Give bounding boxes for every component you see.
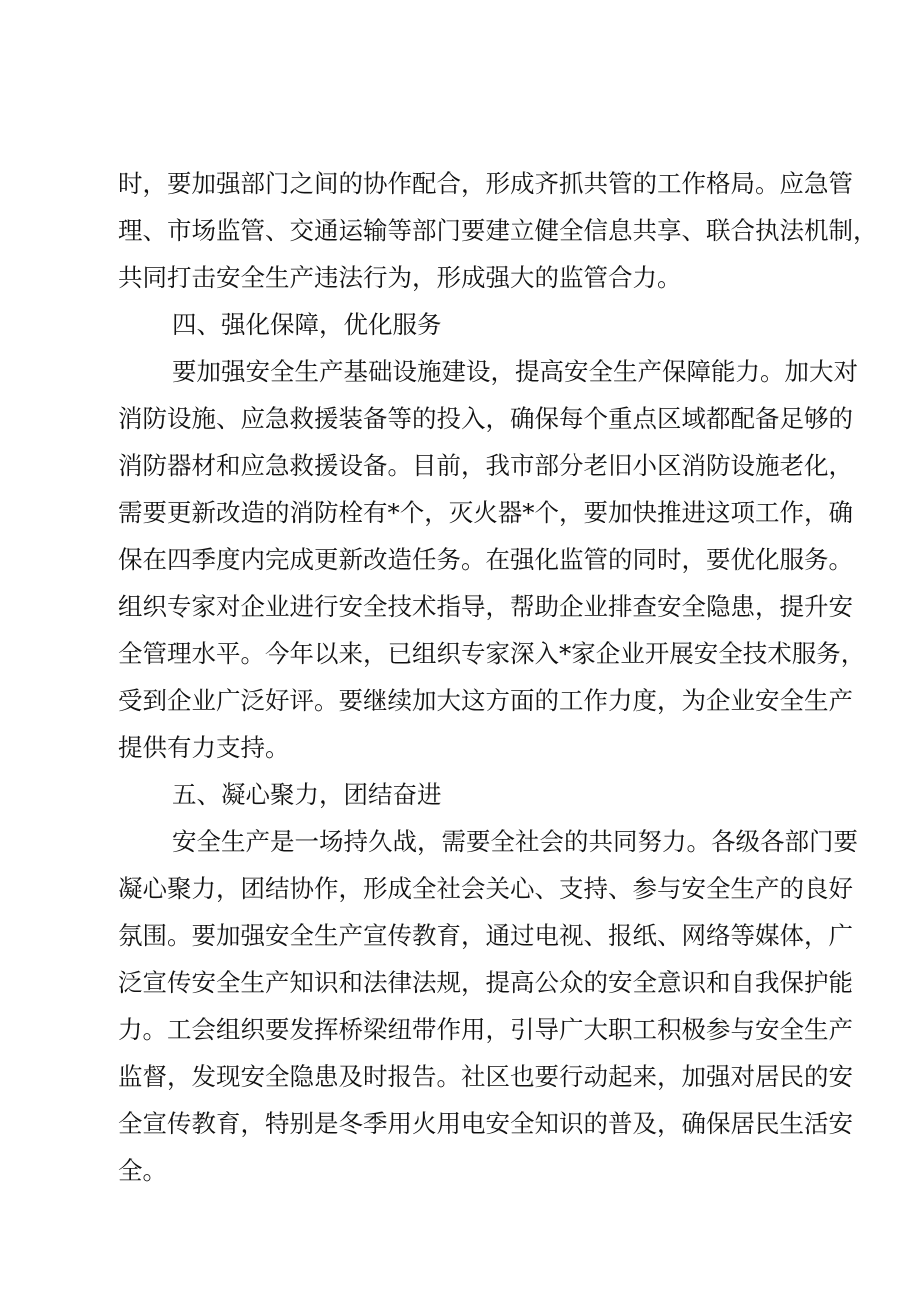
paragraph-continuation bbox=[118, 160, 878, 301]
section-heading-5: 五、凝心聚力，团结奋进 bbox=[172, 780, 442, 809]
text-line: 要加强安全生产基础设施建设，提高安全生产保障能力。加大对 bbox=[172, 357, 858, 386]
paragraph-unity bbox=[118, 818, 858, 1194]
text-line: 凝心聚力，团结协作，形成全社会关心、支持、参与安全生产的良好 bbox=[118, 874, 853, 903]
text-line: 理、市场监管、交通运输等部门要建立健全信息共享、联合执法机制， bbox=[118, 216, 878, 245]
text-line: 氛围。要加强安全生产宣传教育，通过电视、报纸、网络等媒体，广 bbox=[118, 921, 853, 950]
paragraph-safeguards bbox=[118, 348, 866, 771]
text-line: 组织专家对企业进行安全技术指导，帮助企业排查安全隐患，提升安 bbox=[118, 592, 853, 621]
text-line: 共同打击安全生产违法行为，形成强大的监管合力。 bbox=[118, 263, 682, 292]
text-line: 消防器材和应急救援设备。目前，我市部分老旧小区消防设施老化， bbox=[118, 451, 853, 480]
text-line: 保在四季度内完成更新改造任务。在强化监管的同时，要优化服务。 bbox=[118, 545, 853, 574]
section-heading-4: 四、强化保障，优化服务 bbox=[172, 310, 442, 339]
text-line: 监督，发现安全隐患及时报告。社区也要行动起来，加强对居民的安 bbox=[118, 1062, 853, 1091]
text-line: 受到企业广泛好评。要继续加大这方面的工作力度，为企业安全生产 bbox=[118, 686, 853, 715]
text-line: 提供有力支持。 bbox=[118, 733, 290, 762]
text-line: 泛宣传安全生产知识和法律法规，提高公众的安全意识和自我保护能 bbox=[118, 968, 853, 997]
text-line: 时，要加强部门之间的协作配合，形成齐抓共管的工作格局。应急管 bbox=[118, 169, 853, 198]
text-line: 全宣传教育，特别是冬季用火用电安全知识的普及，确保居民生活安 bbox=[118, 1109, 853, 1138]
text-line: 全。 bbox=[118, 1156, 167, 1185]
text-line: 力。工会组织要发挥桥梁纽带作用，引导广大职工积极参与安全生产 bbox=[118, 1015, 853, 1044]
text-line: 需要更新改造的消防栓有*个，灭火器*个，要加快推进这项工作，确 bbox=[118, 498, 853, 527]
text-line: 消防设施、应急救援装备等的投入，确保每个重点区域都配备足够的 bbox=[118, 404, 853, 433]
document-body bbox=[118, 160, 878, 1194]
text-line: 安全生产是一场持久战，需要全社会的共同努力。各级各部门要 bbox=[172, 827, 858, 856]
text-line: 全管理水平。今年以来，已组织专家深入*家企业开展安全技术服务， bbox=[118, 639, 866, 668]
